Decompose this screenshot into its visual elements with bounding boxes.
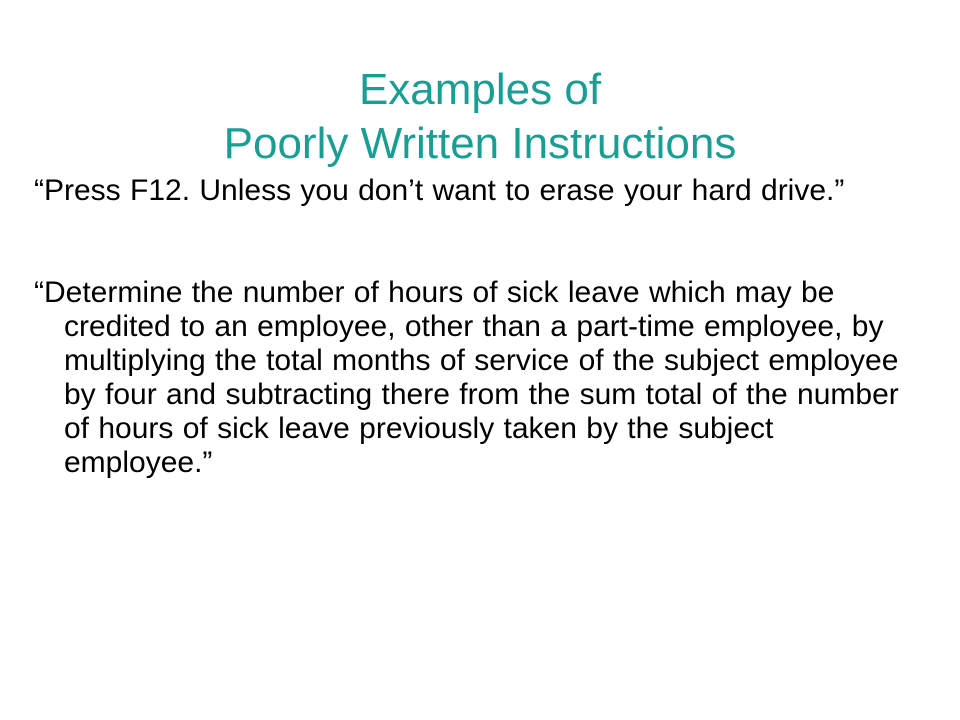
example-quote-1: “Press F12. Unless you don’t want to erase your hard drive.”	[34, 174, 845, 207]
title-line-1: Examples of	[358, 65, 602, 115]
slide-body	[34, 174, 914, 480]
example-quote-2: “Determine the number of hours of sick leave which may be credited to an employee, other than a part-time employee, by multiplying the total months of service of the subject employee by four and subtracting there from the sum total of the number of hours of sick leave previously taken by the subject employee.”	[34, 276, 899, 479]
title-line-2: Poorly Written Instructions	[223, 119, 737, 169]
slide-title	[0, 63, 960, 171]
